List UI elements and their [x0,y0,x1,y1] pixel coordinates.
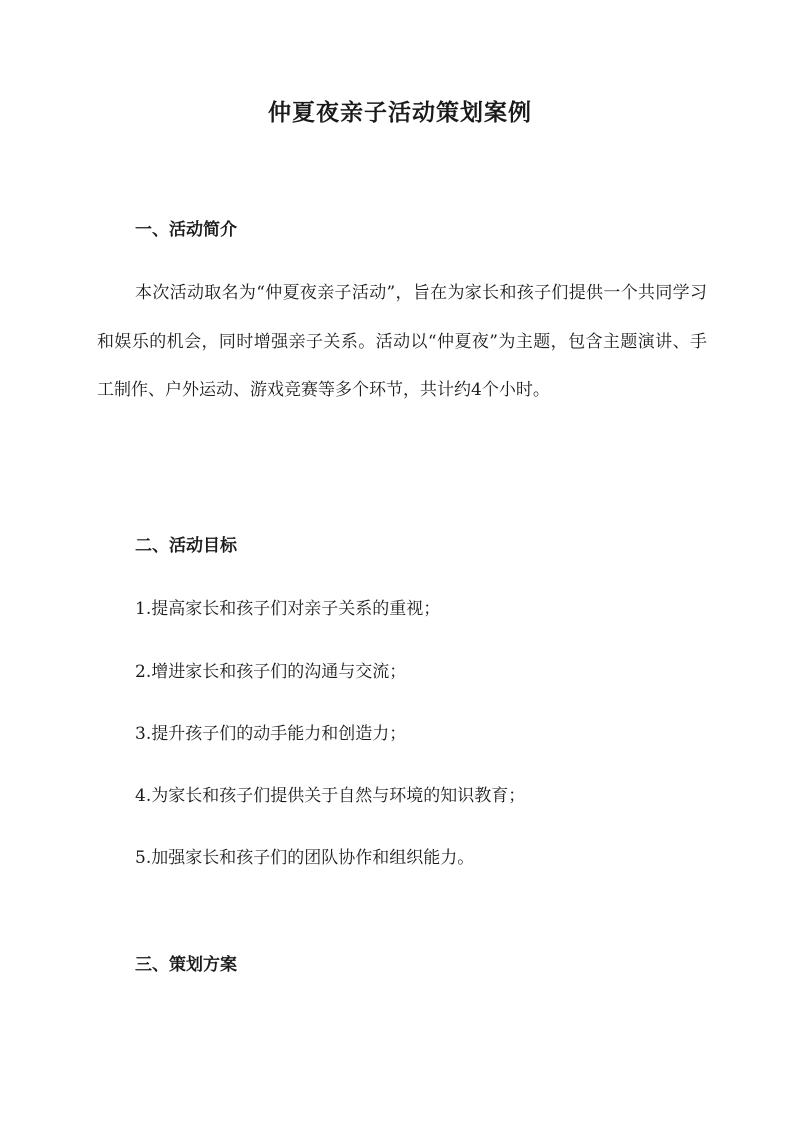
goal-item: 3.提升孩子们的动手能力和创造力； [135,724,407,744]
goal-item: 5.加强家长和孩子们的团队协作和组织能力。 [135,848,475,868]
intro-paragraph: 本次活动取名为“仲夏夜亲子活动”，旨在为家长和孩子们提供一个共同学习和娱乐的机会，同时增强亲子关系。活动以“仲夏夜”为主题，包含主题演讲、手工制作、户外运动、游戏竞赛等多个环节，共计约4个小时。 [97,283,707,400]
goal-item: 4.为家长和孩子们提供关于自然与环境的知识教育； [135,786,526,806]
goal-item: 1.提高家长和孩子们对亲子关系的重视； [135,599,441,619]
section-heading-intro: 一、活动简介 [135,220,237,240]
section-heading-goals: 二、活动目标 [135,536,237,556]
section-heading-plan: 三、策划方案 [135,955,237,975]
document-title: 仲夏夜亲子活动策划案例 [268,99,532,126]
goal-item: 2.增进家长和孩子们的沟通与交流； [135,662,407,682]
